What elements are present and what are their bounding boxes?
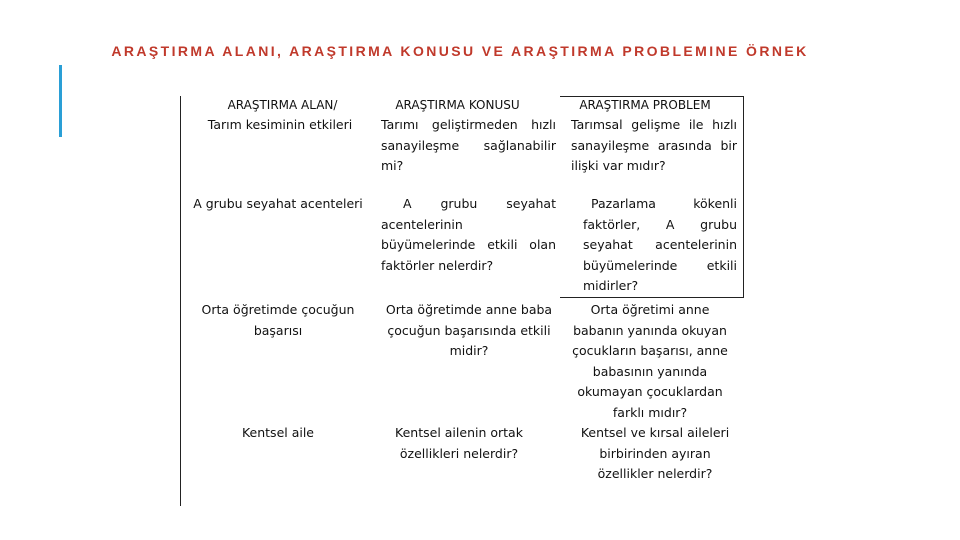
- table-right-border: [743, 96, 744, 298]
- table-left-border: [180, 96, 181, 506]
- row-2-problem: Pazarlama kökenli faktörler, A grubu seyahat acentelerinin büyümelerinde etkili midirler?: [583, 196, 737, 293]
- header-problem: ARAŞTIRMA PROBLEM: [579, 98, 711, 112]
- table-bottom-border: [560, 297, 744, 298]
- accent-bar: [59, 65, 62, 137]
- row-3-topic: Orta öğretimde anne baba çocuğun başarısında etkili midir?: [385, 302, 553, 358]
- row-2-area: A grubu seyahat acenteleri: [193, 196, 363, 211]
- slide-title: ARAŞTIRMA ALANI, ARAŞTIRMA KONUSU VE ARAŞTIRMA PROBLEMINE ÖRNEK: [111, 43, 809, 59]
- header-topic: ARAŞTIRMA KONUSU: [395, 98, 520, 112]
- row-4-area: Kentsel aile: [241, 425, 315, 440]
- row-4-topic: Kentsel ailenin ortak özellikleri nelerdir?: [395, 425, 523, 461]
- row-3-area: Orta öğretimde çocuğun başarısı: [201, 302, 355, 338]
- row-4-problem: Kentsel ve kırsal aileleri birbirinden ayıran özellikler nelerdir?: [580, 425, 730, 481]
- row-3-problem: Orta öğretimi anne babanın yanında okuyan çocukların başarısı, anne babasının yanında okumayan çocuklardan farklı mıdır?: [572, 302, 728, 420]
- row-1-topic: Tarımı geliştirmeden hızlı sanayileşme sağlanabilir mi?: [381, 117, 556, 173]
- header-area: ARAŞTIRMA ALAN/: [227, 98, 338, 112]
- row-1-area: Tarım kesiminin etkileri: [207, 117, 353, 132]
- row-1-problem: Tarımsal gelişme ile hızlı sanayileşme arasında bir ilişki var mıdır?: [571, 117, 737, 173]
- row-2-topic: A grubu seyahat acentelerinin büyümelerinde etkili olan faktörler nelerdir?: [381, 196, 556, 273]
